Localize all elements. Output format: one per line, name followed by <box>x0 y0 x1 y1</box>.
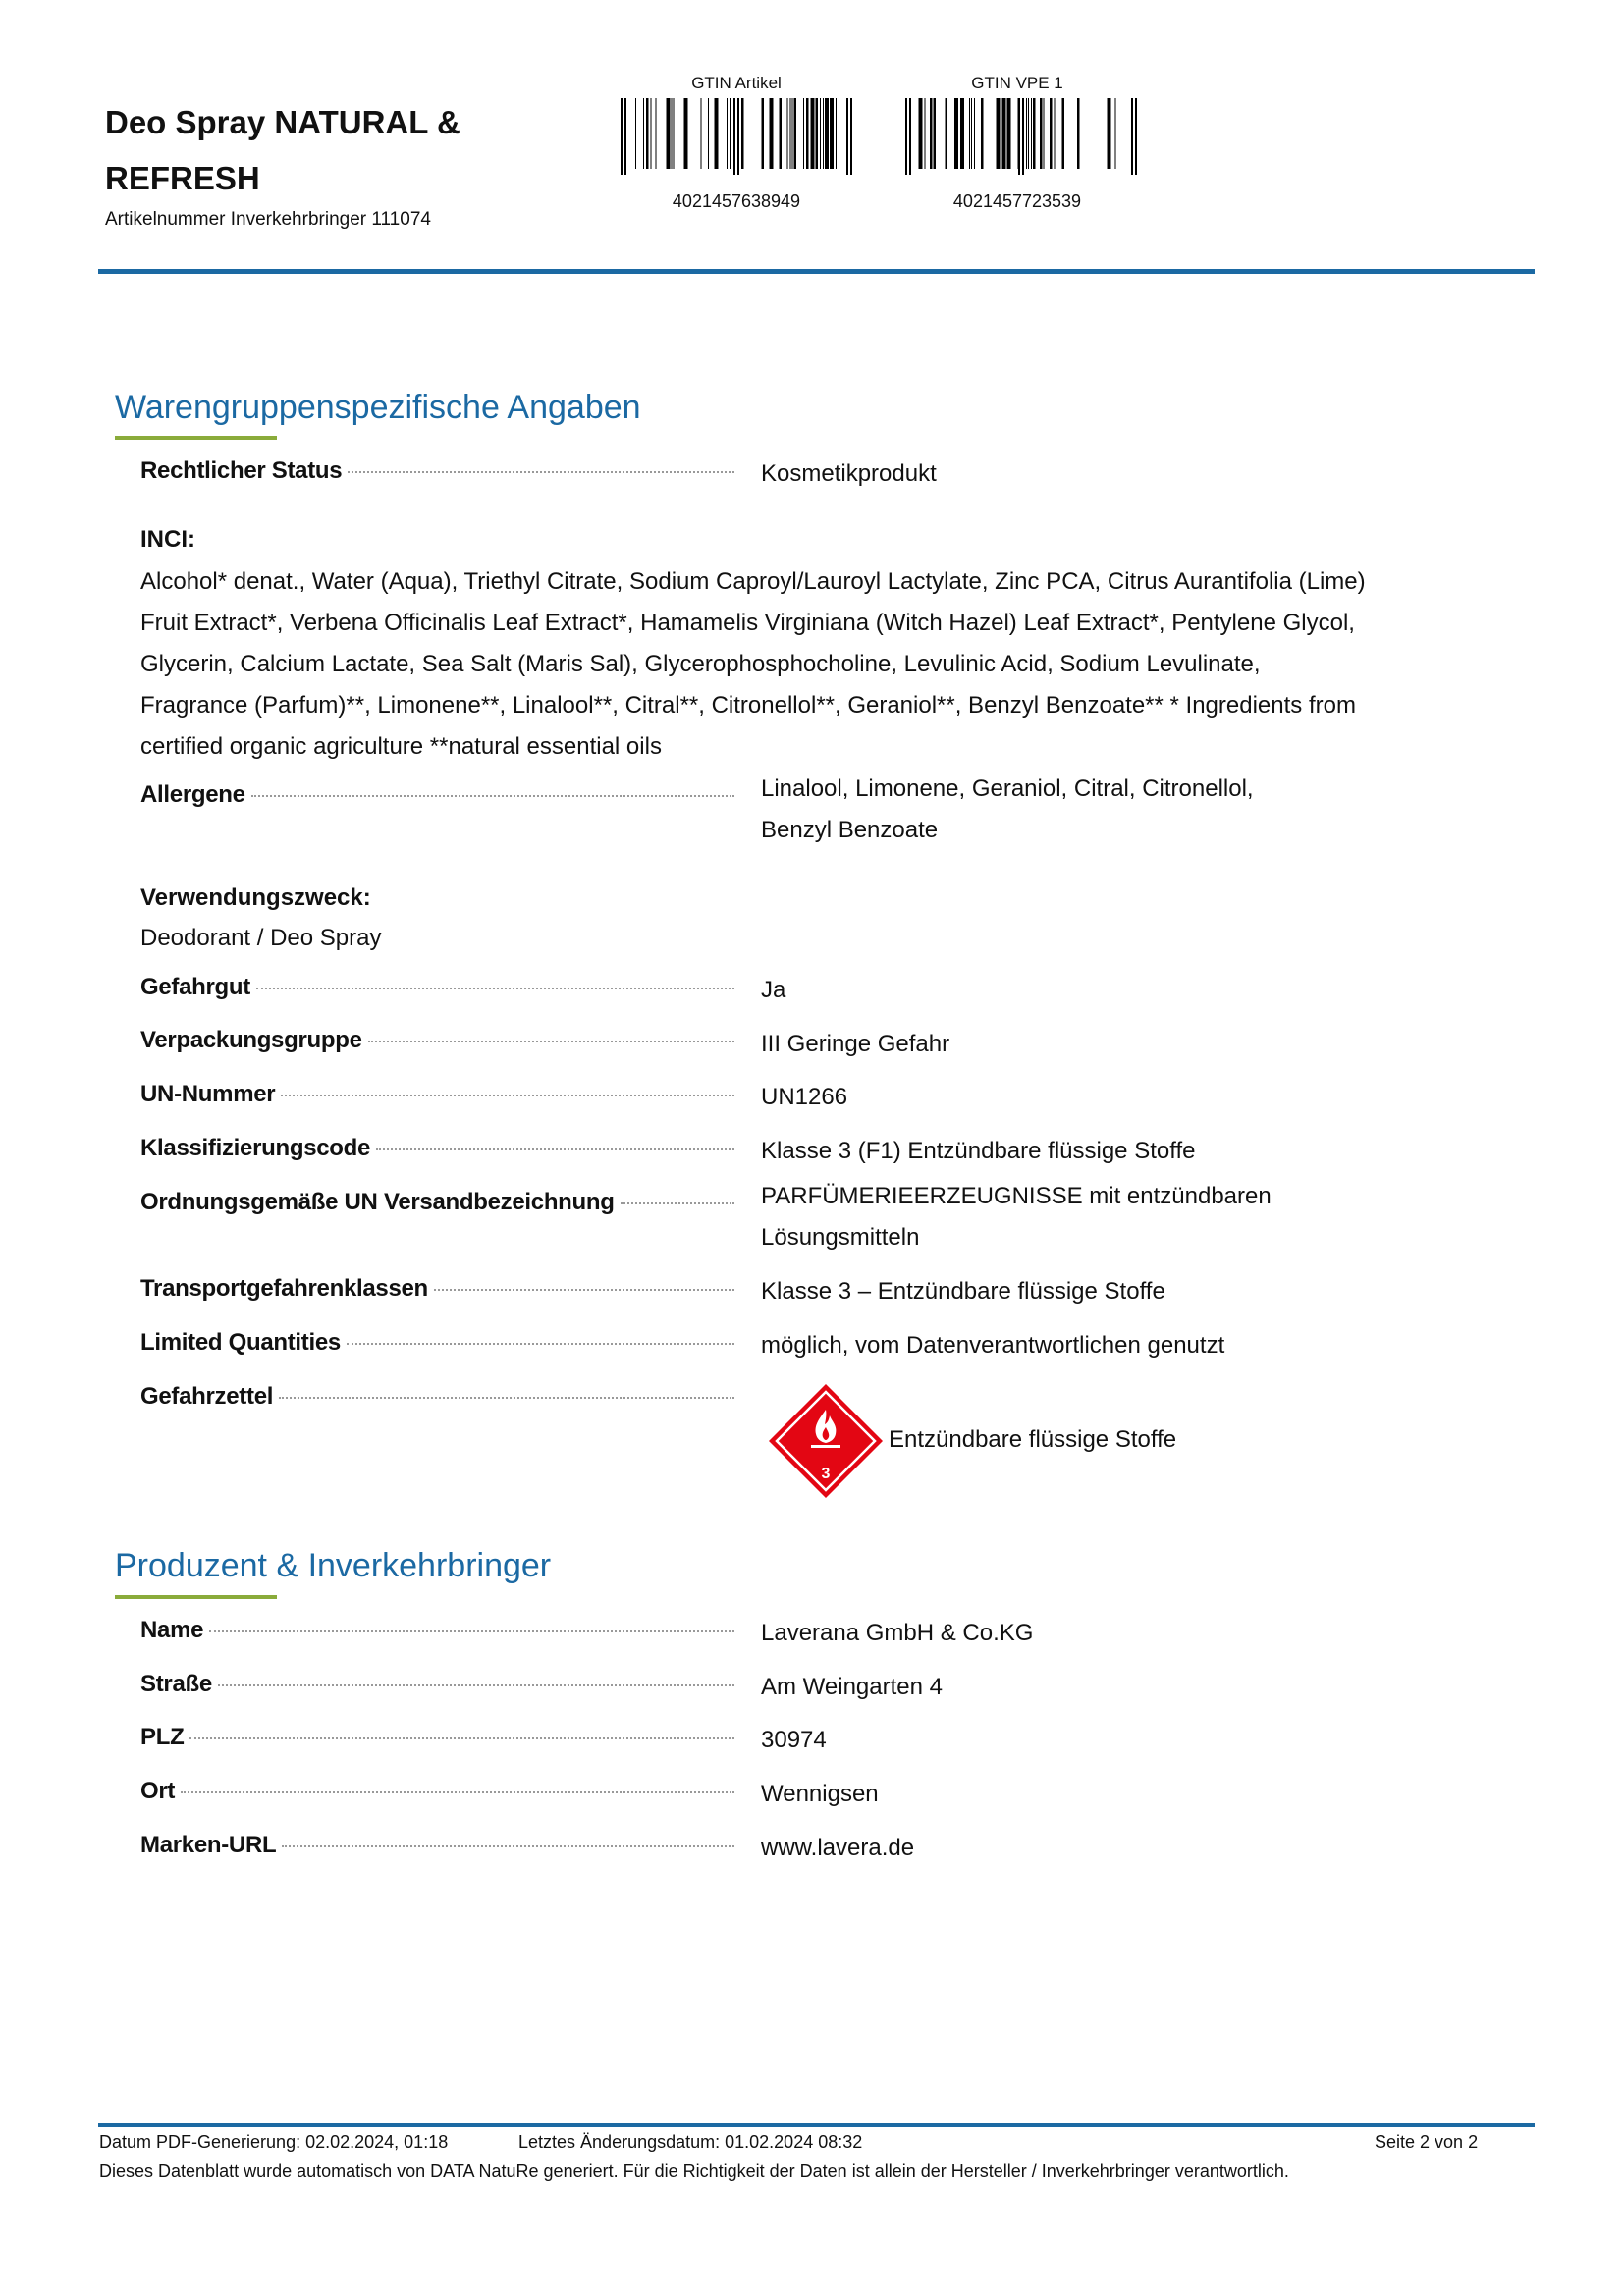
barcode-vpe <box>905 98 1137 175</box>
row-label-allergens: Allergene <box>140 781 734 809</box>
barcode-bar <box>969 98 970 169</box>
barcode-bar <box>787 98 788 169</box>
barcode-bar <box>1131 98 1133 175</box>
barcode-bar <box>806 98 809 169</box>
section-title-producer: Produzent & Inverkehrbringer <box>115 1547 552 1584</box>
row-label-un-number: UN-Nummer <box>140 1081 734 1108</box>
barcode-bar <box>971 98 972 169</box>
barcode-bar <box>981 98 984 169</box>
product-title: Deo Spray NATURAL & REFRESH <box>105 104 460 196</box>
barcode-number-article: 4021457638949 <box>672 191 801 211</box>
section-underline <box>115 1595 277 1599</box>
article-number: Artikelnummer Inverkehrbringer 111074 <box>105 209 431 230</box>
barcode-bar <box>830 98 834 169</box>
barcode-bar <box>684 98 688 169</box>
barcode-bar <box>651 98 652 169</box>
row-value-un-number: UN1266 <box>761 1084 848 1110</box>
barcode-bar <box>790 98 791 169</box>
barcode-bar <box>1018 98 1020 175</box>
row-label-city: Ort <box>140 1778 734 1805</box>
row-label-packing-group: Verpackungsgruppe <box>140 1027 734 1054</box>
barcode-bar <box>1026 98 1027 169</box>
barcode-bar <box>811 98 815 169</box>
barcode-bar <box>1115 98 1116 169</box>
barcode-bar <box>701 98 702 169</box>
usage-heading: Verwendungszweck: <box>140 884 371 911</box>
barcode-bar <box>1040 98 1043 169</box>
header-divider <box>98 269 1535 274</box>
barcode-bar <box>730 98 731 169</box>
row-label-name: Name <box>140 1617 734 1644</box>
row-label-hazard-label: Gefahrzettel <box>140 1383 734 1411</box>
barcode-bar <box>909 98 911 175</box>
row-value-classification-code: Klasse 3 (F1) Entzündbare flüssige Stoffe <box>761 1138 1196 1164</box>
row-label-limited-quantities: Limited Quantities <box>140 1329 734 1357</box>
barcode-bar <box>1077 98 1080 169</box>
barcode-bar <box>825 98 829 169</box>
barcode-bar <box>1062 98 1065 169</box>
barcode-bar <box>1050 98 1053 169</box>
row-label-zip: PLZ <box>140 1724 734 1751</box>
barcode-bar <box>715 98 719 169</box>
flammable-liquid-hazard-icon <box>765 1380 887 1502</box>
barcode-bar <box>1135 98 1137 175</box>
row-value-hazard-label: Entzündbare flüssige Stoffe <box>889 1426 1177 1453</box>
barcode-label-vpe: GTIN VPE 1 <box>971 74 1063 92</box>
barcode-bar <box>919 98 923 169</box>
row-value-shipping-name: PARFÜMERIEERZEUGNISSE mit entzündbaren Lösungsmitteln <box>761 1183 1272 1251</box>
barcode-bar <box>708 98 709 169</box>
barcode-bar <box>621 98 623 175</box>
row-label-shipping-name: Ordnungsgemäße UN Versandbezeichnung <box>140 1189 734 1216</box>
inci-heading: INCI: <box>140 526 195 553</box>
footer-modified-date: Letztes Änderungsdatum: 01.02.2024 08:32 <box>518 2132 863 2152</box>
barcode-bar <box>674 98 675 169</box>
row-label-classification-code: Klassifizierungscode <box>140 1135 734 1162</box>
barcode-bar <box>643 98 644 169</box>
row-label-transport-class: Transportgefahrenklassen <box>140 1275 734 1303</box>
barcode-bar <box>1002 98 1006 169</box>
row-label-street: Straße <box>140 1671 734 1698</box>
barcode-bar <box>737 98 739 175</box>
barcode-bar <box>1108 98 1111 169</box>
barcode-bar <box>925 98 926 169</box>
row-value-street: Am Weingarten 4 <box>761 1674 943 1700</box>
barcode-bar <box>733 98 735 175</box>
barcode-bar <box>905 98 907 175</box>
row-value-limited-quantities: möglich, vom Datenverantwortlichen genutzt <box>761 1332 1225 1359</box>
row-value-allergens: Linalool, Limonene, Geraniol, Citral, Citronellol, Benzyl Benzoate <box>761 775 1254 843</box>
barcode-bar <box>635 98 636 169</box>
barcode-article <box>621 98 852 175</box>
footer-divider <box>98 2123 1535 2127</box>
barcode-bar <box>1033 98 1036 169</box>
row-value-city: Wennigsen <box>761 1781 879 1807</box>
barcode-bar <box>960 98 964 169</box>
barcode-bar <box>646 98 649 169</box>
barcode-number-vpe: 4021457723539 <box>952 191 1082 211</box>
row-value-brand-url[interactable]: www.lavera.de <box>761 1835 915 1861</box>
footer-page-number: Seite 2 von 2 <box>1375 2132 1479 2152</box>
row-value-dangerous-goods: Ja <box>761 977 786 1003</box>
inci-text: Alcohol* denat., Water (Aqua), Triethyl Citrate, Sodium Caproyl/Lauroyl Lactylate, Zinc PCA, Citrus Aurantifolia (Lime) Fruit Extract*, Verbena Officinalis Leaf Extract*, Hamamelis Virginiana (Witch Hazel) Leaf Extract*, Pentylene Glycol, Glycerin, Calcium Lactate, Sea Salt (Maris Sal), Glycerophosphocholine, Levulinic Acid, Sodium Levulinate, Fragrance (Parfum)**, Limonene**, Linalool**, Citral**, Citronellol**, Geraniol**, Benzyl Benzoate** * Ingredients from certified organic agriculture **natural essential oils <box>140 568 1366 760</box>
barcode-bar <box>1044 98 1045 169</box>
barcode-bar <box>1055 98 1056 169</box>
barcode-bar <box>997 98 1001 169</box>
row-label-brand-url: Marken-URL <box>140 1832 734 1859</box>
barcode-bar <box>792 98 793 169</box>
barcode-bar <box>820 98 821 169</box>
barcode-bar <box>667 98 671 169</box>
barcode-bar <box>946 98 948 169</box>
barcode-bar <box>741 98 744 169</box>
barcode-bar <box>816 98 819 169</box>
barcode-bar <box>727 98 728 169</box>
barcode-bar <box>974 98 975 169</box>
row-value-zip: 30974 <box>761 1727 827 1753</box>
row-value-transport-class: Klasse 3 – Entzündbare flüssige Stoffe <box>761 1278 1165 1305</box>
barcode-bar <box>656 98 657 169</box>
row-label-dangerous-goods: Gefahrgut <box>140 974 734 1001</box>
footer-disclaimer: Dieses Datenblatt wurde automatisch von DATA NatuRe generiert. Für die Richtigkeit der Daten ist allein der Hersteller / Inverkehrbringer verantwortlich. <box>99 2162 1289 2181</box>
barcode-bar <box>934 98 937 169</box>
barcode-bar <box>846 98 848 175</box>
barcode-bar <box>1028 98 1029 169</box>
usage-text: Deodorant / Deo Spray <box>140 925 382 951</box>
row-value-packing-group: III Geringe Gefahr <box>761 1031 950 1057</box>
barcode-bar <box>624 98 626 175</box>
section-title-product-info: Warengruppenspezifische Angaben <box>115 389 641 426</box>
row-value-legal-status: Kosmetikprodukt <box>761 460 937 487</box>
footer-generated-date: Datum PDF-Generierung: 02.02.2024, 01:18 <box>99 2132 449 2152</box>
barcode-bar <box>770 98 774 169</box>
barcode-bar <box>794 98 797 169</box>
barcode-label-article: GTIN Artikel <box>691 74 782 92</box>
barcode-bar <box>1007 98 1011 169</box>
hazard-class-number: 3 <box>821 1466 831 1482</box>
barcode-bar <box>762 98 765 169</box>
barcode-bar <box>823 98 824 169</box>
barcode-bar <box>780 98 783 169</box>
barcode-bar <box>803 98 804 169</box>
barcode-bar <box>672 98 673 169</box>
row-label-legal-status: Rechtlicher Status <box>140 457 734 485</box>
barcode-bar <box>850 98 852 175</box>
row-value-name: Laverana GmbH & Co.KG <box>761 1620 1034 1646</box>
barcode-bar <box>836 98 837 169</box>
barcode-bar <box>930 98 933 169</box>
barcode-bar <box>954 98 958 169</box>
barcode-bar <box>1031 98 1032 169</box>
section-underline <box>115 436 277 440</box>
barcode-bar <box>1022 98 1024 175</box>
